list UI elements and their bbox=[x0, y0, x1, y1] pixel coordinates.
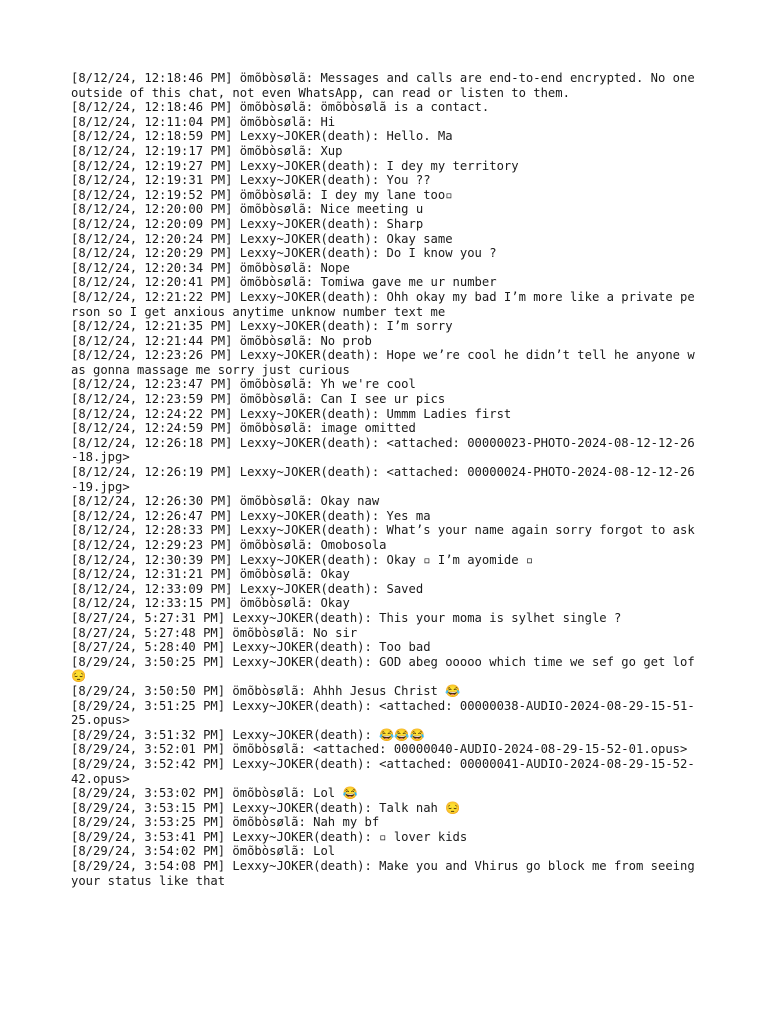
chat-line: [8/12/24, 12:33:15 PM] ömõbòsølã: Okay bbox=[71, 596, 350, 611]
chat-line: [8/12/24, 12:24:59 PM] ömõbòsølã: image omitted bbox=[71, 421, 416, 436]
chat-line: [8/29/24, 3:50:25 PM] Lexxy~JOKER(death): GOD abeg ooooo which time we sef go get lof 😔 bbox=[71, 654, 703, 684]
chat-line: [8/12/24, 12:29:23 PM] ömõbòsølã: Omobosola bbox=[71, 538, 387, 552]
chat-line: [8/12/24, 12:28:33 PM] Lexxy~JOKER(death): What’s your name again sorry forgot to ask bbox=[71, 523, 695, 538]
chat-line: [8/12/24, 12:11:04 PM] ömõbòsølã: Hi bbox=[71, 114, 336, 129]
chat-line: [8/12/24, 12:23:59 PM] ömõbòsølã: Can I see ur pics bbox=[71, 392, 446, 407]
attachment-line: [8/12/24, 12:26:19 PM] Lexxy~JOKER(death): <attached: 00000024-PHOTO-2024-08-12-12-26-19.jpg> bbox=[71, 465, 695, 494]
chat-line: [8/12/24, 12:20:29 PM] Lexxy~JOKER(death): Do I know you ? bbox=[71, 246, 497, 261]
chat-line: [8/29/24, 3:53:41 PM] Lexxy~JOKER(death): ▫ lover kids bbox=[71, 829, 468, 844]
chat-line: [8/29/24, 3:54:08 PM] Lexxy~JOKER(death): Make you and Vhirus go block me from seeing your status like that bbox=[71, 859, 703, 888]
chat-line: [8/12/24, 12:20:09 PM] Lexxy~JOKER(death): Sharp bbox=[71, 216, 424, 231]
chat-line: [8/12/24, 12:30:39 PM] Lexxy~JOKER(death): Okay ▫ I’m ayomide ▫ bbox=[71, 552, 534, 567]
chat-transcript bbox=[71, 71, 701, 888]
chat-line: [8/12/24, 12:19:52 PM] ömõbòsølã: I dey my lane too▫ bbox=[71, 187, 453, 202]
chat-line: [8/27/24, 5:28:40 PM] Lexxy~JOKER(death): Too bad bbox=[71, 640, 431, 655]
chat-line: [8/29/24, 3:53:25 PM] ömõbòsølã: Nah my bf bbox=[71, 815, 380, 830]
chat-line: [8/27/24, 5:27:48 PM] ömõbòsølã: No sir bbox=[71, 625, 358, 640]
chat-line: [8/12/24, 12:19:31 PM] Lexxy~JOKER(death): You ?? bbox=[71, 173, 431, 188]
chat-line: [8/12/24, 12:21:44 PM] ömõbòsølã: No prob bbox=[71, 333, 372, 348]
chat-line: [8/29/24, 3:53:15 PM] Lexxy~JOKER(death): Talk nah 😔 bbox=[71, 800, 461, 815]
chat-line: [8/12/24, 12:23:26 PM] Lexxy~JOKER(death): Hope we’re cool he didn’t tell he anyone was gonna massage me sorry just curious bbox=[71, 348, 695, 377]
chat-line: [8/12/24, 12:18:46 PM] ömõbòsølã: ömõbòsølã is a contact. bbox=[71, 100, 490, 115]
attachment-line: [8/29/24, 3:51:25 PM] Lexxy~JOKER(death): <attached: 00000038-AUDIO-2024-08-29-15-51-25.opus> bbox=[71, 698, 695, 728]
chat-line: [8/27/24, 5:27:31 PM] Lexxy~JOKER(death): This your moma is sylhet single ? bbox=[71, 610, 622, 625]
chat-line: [8/12/24, 12:21:22 PM] Lexxy~JOKER(death): Ohh okay my bad I’m more like a private person so I get anxious anytime unknow number text me bbox=[71, 289, 695, 319]
chat-line: [8/12/24, 12:21:35 PM] Lexxy~JOKER(death): I’m sorry bbox=[71, 319, 453, 334]
chat-line: [8/29/24, 3:53:02 PM] ömõbòsølã: Lol 😂 bbox=[71, 786, 358, 801]
attachment-line: [8/29/24, 3:52:01 PM] ömõbòsølã: <attached: 00000040-AUDIO-2024-08-29-15-52-01.opus> bbox=[71, 742, 688, 757]
chat-line: [8/12/24, 12:18:59 PM] Lexxy~JOKER(death): Hello. Ma bbox=[71, 129, 453, 144]
chat-line: [8/29/24, 3:51:32 PM] Lexxy~JOKER(death): 😂😂😂 bbox=[71, 727, 425, 742]
chat-line: [8/12/24, 12:19:27 PM] Lexxy~JOKER(death): I dey my territory bbox=[71, 158, 519, 173]
chat-line: [8/12/24, 12:20:00 PM] ömõbòsølã: Nice meeting u bbox=[71, 202, 424, 217]
chat-line: [8/12/24, 12:23:47 PM] ömõbòsølã: Yh we're cool bbox=[71, 377, 416, 392]
chat-line: [8/12/24, 12:18:46 PM] ömõbòsølã: Messages and calls are end-to-end encrypted. No one outside of this chat, not even WhatsApp, can read or listen to them. bbox=[71, 71, 703, 100]
chat-line: [8/12/24, 12:33:09 PM] Lexxy~JOKER(death): Saved bbox=[71, 581, 424, 596]
chat-line: [8/12/24, 12:31:21 PM] ömõbòsølã: Okay bbox=[71, 567, 350, 582]
chat-line: [8/29/24, 3:54:02 PM] ömõbòsølã: Lol bbox=[71, 844, 336, 859]
chat-line: [8/12/24, 12:26:47 PM] Lexxy~JOKER(death): Yes ma bbox=[71, 508, 431, 523]
chat-line: [8/12/24, 12:24:22 PM] Lexxy~JOKER(death): Ummm Ladies first bbox=[71, 406, 512, 421]
chat-line: [8/12/24, 12:20:34 PM] ömõbòsølã: Nope bbox=[71, 260, 350, 275]
chat-line: [8/12/24, 12:20:41 PM] ömõbòsølã: Tomiwa gave me ur number bbox=[71, 275, 497, 290]
chat-line: [8/29/24, 3:50:50 PM] ömõbòsølã: Ahhh Jesus Christ 😂 bbox=[71, 683, 461, 698]
attachment-line: [8/29/24, 3:52:42 PM] Lexxy~JOKER(death): <attached: 00000041-AUDIO-2024-08-29-15-52-42.opus> bbox=[71, 756, 695, 786]
chat-line: [8/12/24, 12:19:17 PM] ömõbòsølã: Xup bbox=[71, 143, 343, 158]
chat-line: [8/12/24, 12:26:30 PM] ömõbòsølã: Okay naw bbox=[71, 494, 380, 509]
attachment-line: [8/12/24, 12:26:18 PM] Lexxy~JOKER(death): <attached: 00000023-PHOTO-2024-08-12-12-26-18.jpg> bbox=[71, 435, 695, 465]
chat-line: [8/12/24, 12:20:24 PM] Lexxy~JOKER(death): Okay same bbox=[71, 231, 453, 246]
